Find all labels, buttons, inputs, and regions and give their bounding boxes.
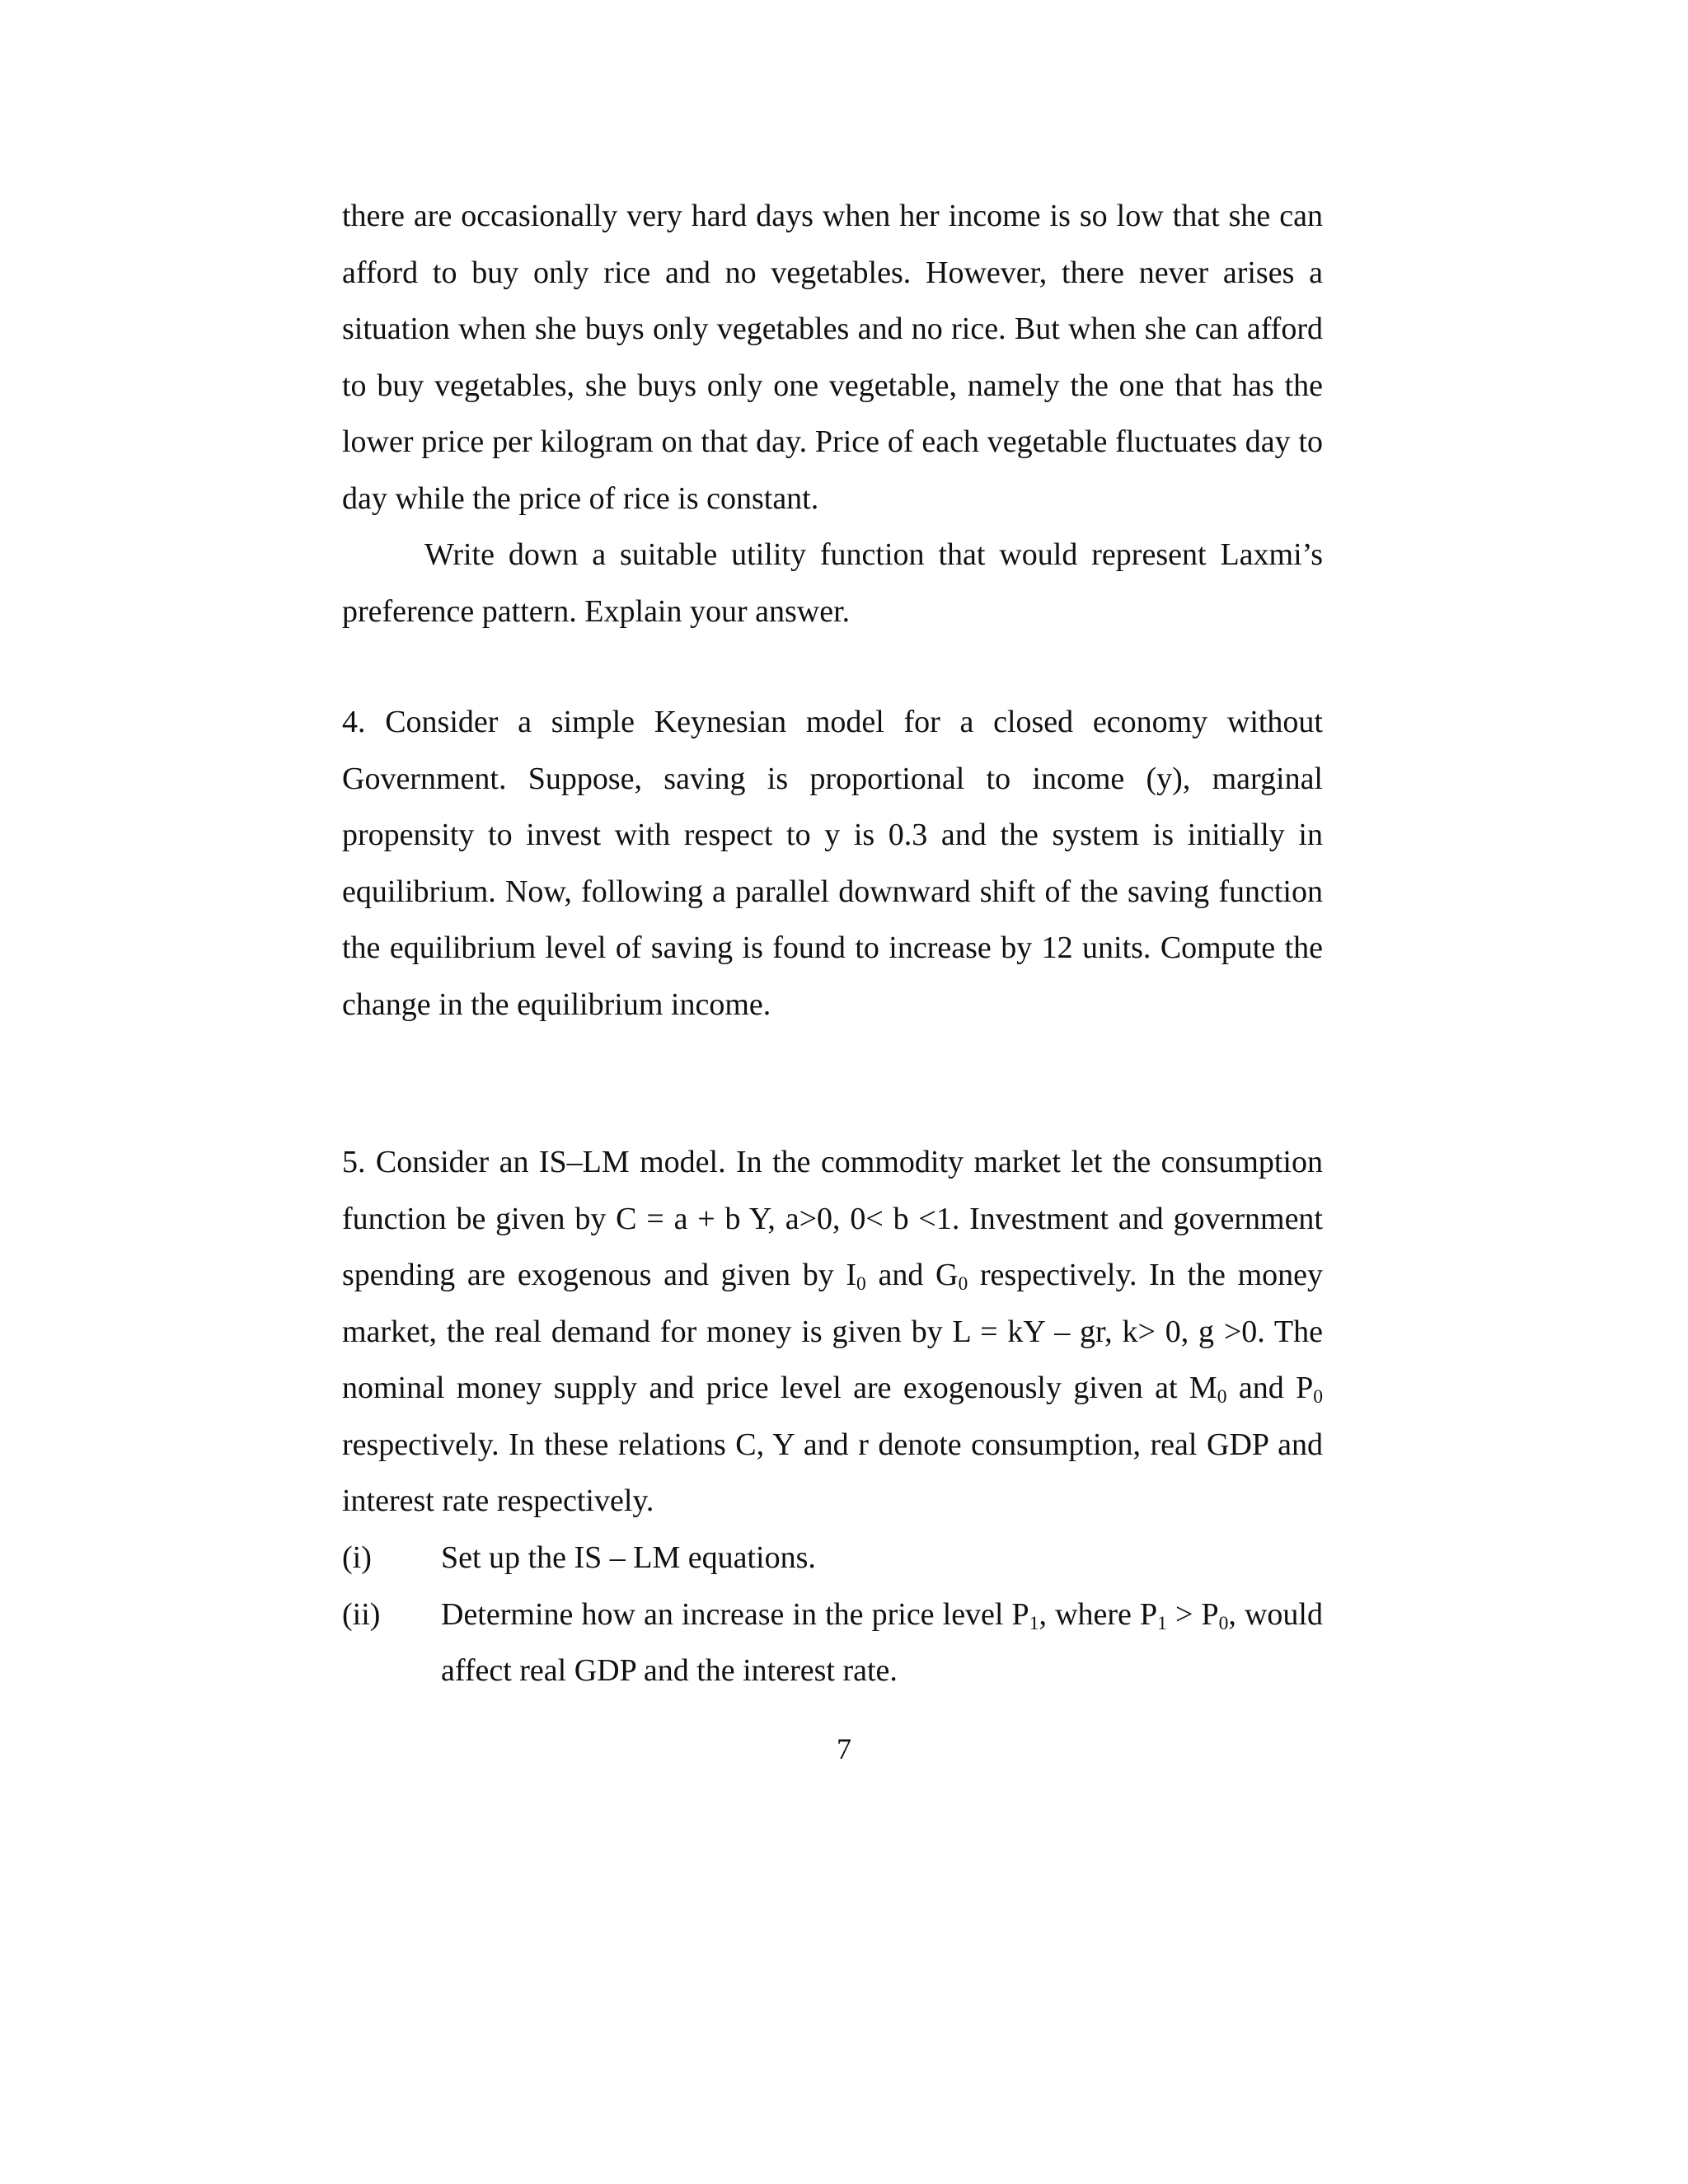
subscript: 0 bbox=[958, 1272, 968, 1295]
subscript: 0 bbox=[1313, 1385, 1323, 1408]
subscript: 0 bbox=[1218, 1612, 1229, 1634]
subpart-text: > P bbox=[1166, 1596, 1219, 1632]
subpart-text: Determine how an increase in the price level P bbox=[441, 1596, 1029, 1632]
question-5-part: respectively. In the money market, the real demand for money is given by L = kY – gr, k> 0, g >0. The nominal money supply and price level are exogenously given at M bbox=[342, 1258, 1323, 1405]
question-4 bbox=[342, 694, 1323, 1033]
question-5-part: and P bbox=[1226, 1371, 1314, 1405]
question-5-part: and G bbox=[865, 1258, 959, 1292]
question-4-text: 4. Consider a simple Keynesian model for a closed economy without Government. Suppose, saving is proportional to income (y), marginal propensity to invest with respect to y is 0.3 and the system is initially in equilibrium. Now, following a parallel downward shift of the saving function the equilibrium level of saving is found to increase by 12 units. Compute the change in the equilibrium income. bbox=[342, 705, 1323, 1022]
subpart-i bbox=[342, 1530, 1323, 1586]
subpart-ii bbox=[342, 1586, 1323, 1699]
intro-paragraph: there are occasionally very hard days when her income is so low that she can afford to buy only rice and no vegetables. However, there never arises a situation when she buys only vegetables and no rice. But when she can afford to buy vegetables, she buys only one vegetable, namely the one that has the lower price per kilogram on that day. Price of each vegetable fluctuates day to day while the price of rice is constant. bbox=[342, 199, 1323, 516]
subpart-text: Set up the IS – LM equations. bbox=[441, 1540, 816, 1575]
question-5-part: respectively. In these relations C, Y and r denote consumption, real GDP and interest rate respectively. bbox=[342, 1427, 1323, 1518]
subscript: 1 bbox=[1157, 1612, 1167, 1634]
intro-section bbox=[342, 188, 1323, 640]
question-5 bbox=[342, 1134, 1323, 1530]
question-5-part: 5. Consider an IS–LM model. In the commodity market let the consumption function be given by C = a + b Y, a>0, 0< b <1. Investment and government spending are exogenous and given by I bbox=[342, 1145, 1323, 1292]
question-5-text bbox=[342, 1134, 1323, 1530]
utility-function-instruction: Write down a suitable utility function that would represent Laxmi’s preference pattern. Explain your answer. bbox=[342, 537, 1323, 629]
subscript: 0 bbox=[856, 1272, 866, 1295]
subscript: 1 bbox=[1029, 1612, 1039, 1634]
question-5-subparts bbox=[342, 1530, 1323, 1699]
subscript: 0 bbox=[1217, 1385, 1227, 1408]
subpart-number: (i) bbox=[342, 1540, 372, 1575]
page-number: 7 bbox=[837, 1732, 851, 1765]
subpart-text: , would affect real GDP and the interest rate. bbox=[441, 1596, 1323, 1688]
subpart-text: , where P bbox=[1039, 1596, 1158, 1632]
subpart-number: (ii) bbox=[342, 1596, 381, 1632]
